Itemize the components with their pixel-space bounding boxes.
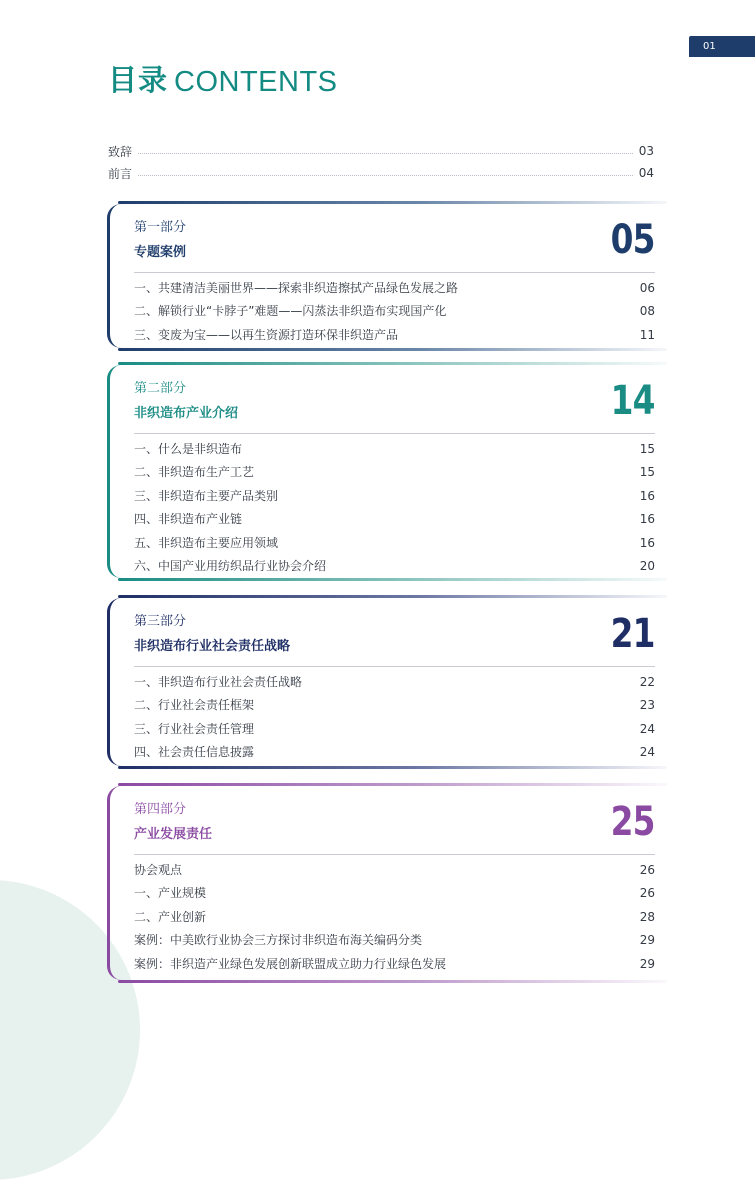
section-header	[134, 608, 655, 667]
title-chinese: 目录	[108, 63, 169, 97]
toc-entry-label: 案例：非织造产业绿色发展创新联盟成立助力行业绿色发展	[134, 956, 447, 971]
toc-entry-label: 案例：中美欧行业协会三方探讨非织造布海关编码分类	[134, 933, 423, 948]
section-part-3	[107, 598, 667, 766]
toc-entry[interactable]	[134, 882, 655, 905]
toc-entry-page: 29	[639, 956, 655, 971]
toc-entry-page: 04	[638, 166, 654, 180]
toc-entry[interactable]	[134, 532, 655, 555]
toc-entry-label: 二、非织造布生产工艺	[134, 465, 255, 480]
toc-entry[interactable]	[108, 162, 654, 184]
toc-entry-page: 24	[639, 745, 655, 760]
toc-entry-page: 20	[639, 558, 655, 573]
toc-entry-label: 二、解锁行业“卡脖子”难题——闪蒸法非织造布实现国产化	[134, 304, 447, 319]
toc-entry-label: 四、社会责任信息披露	[134, 745, 255, 760]
toc-entry-label: 二、行业社会责任框架	[134, 698, 255, 713]
toc-entry-page: 16	[639, 535, 655, 550]
toc-entry-label: 一、非织造布行业社会责任战略	[134, 675, 303, 689]
toc-entry-page: 08	[639, 304, 655, 319]
section-part-4	[107, 786, 667, 980]
toc-entry-page: 06	[639, 281, 655, 295]
toc-entry-label: 一、产业规模	[134, 886, 207, 901]
toc-entry[interactable]	[134, 718, 655, 741]
toc-entry[interactable]	[134, 277, 655, 300]
section-page-number: 14	[610, 378, 655, 424]
section-name: 非织造布产业介绍	[134, 406, 239, 421]
toc-entry-page: 26	[639, 886, 655, 901]
section-part-1	[107, 204, 667, 348]
toc-entry-page: 28	[639, 909, 655, 924]
section-page-number: 25	[610, 799, 655, 845]
page-number: 01	[703, 41, 716, 52]
preface-list	[108, 140, 654, 184]
section-part-label: 第三部分	[134, 614, 187, 629]
toc-entry-label: 一、共建清洁美丽世界——探索非织造擦拭产品绿色发展之路	[134, 281, 459, 295]
toc-entry-page: 23	[639, 698, 655, 713]
toc-entry-page: 16	[639, 512, 655, 527]
toc-entry-label: 三、行业社会责任管理	[134, 721, 255, 736]
section-header	[134, 796, 655, 855]
section-part-label: 第一部分	[134, 220, 187, 235]
toc-entry[interactable]	[134, 461, 655, 484]
toc-entry-label: 协会观点	[134, 863, 183, 877]
toc-entry[interactable]	[134, 741, 655, 764]
toc-entry[interactable]	[134, 859, 655, 882]
section-part-label: 第二部分	[134, 381, 187, 396]
toc-entry[interactable]	[134, 300, 655, 323]
section-name: 专题案例	[134, 245, 187, 260]
toc-entry[interactable]	[134, 906, 655, 929]
toc-entry-page: 16	[639, 488, 655, 503]
toc-entry-label: 四、非织造布产业链	[134, 512, 243, 527]
toc-entry[interactable]	[134, 953, 655, 976]
toc-entry-label: 前言	[108, 166, 133, 181]
section-header	[134, 214, 655, 273]
section-header	[134, 375, 655, 434]
toc-entry-page: 15	[639, 442, 655, 456]
toc-entry-page: 26	[639, 863, 655, 877]
toc-entry-page: 03	[638, 144, 654, 158]
toc-entry-label: 五、非织造布主要应用领域	[134, 535, 279, 550]
section-part-2	[107, 365, 667, 578]
toc-entry[interactable]	[108, 140, 654, 162]
toc-entry[interactable]	[134, 485, 655, 508]
toc-entry-label: 三、变废为宝——以再生资源打造环保非织造产品	[134, 327, 399, 342]
toc-entry[interactable]	[134, 508, 655, 531]
section-name: 产业发展责任	[134, 827, 213, 842]
dotted-leader	[138, 175, 633, 176]
toc-entry-page: 24	[639, 721, 655, 736]
toc-entry[interactable]	[134, 324, 655, 347]
page-number-tab	[689, 36, 755, 57]
toc-entry-label: 三、非织造布主要产品类别	[134, 488, 279, 503]
title-english: CONTENTS	[174, 66, 338, 98]
toc-entry-label: 二、产业创新	[134, 909, 207, 924]
section-name: 非织造布行业社会责任战略	[134, 639, 291, 654]
page-title	[108, 58, 338, 98]
dotted-leader	[138, 153, 633, 154]
toc-entry-label: 六、中国产业用纺织品行业协会介绍	[134, 558, 327, 573]
toc-entry[interactable]	[134, 438, 655, 461]
toc-entry[interactable]	[134, 671, 655, 694]
toc-entry-page: 29	[639, 933, 655, 948]
section-page-number: 05	[610, 217, 655, 263]
toc-entry[interactable]	[134, 929, 655, 952]
toc-entry-label: 致辞	[108, 144, 133, 159]
toc-entry[interactable]	[134, 555, 655, 578]
toc-entry[interactable]	[134, 694, 655, 717]
section-page-number: 21	[610, 611, 655, 657]
toc-entry-page: 15	[639, 465, 655, 480]
toc-entry-page: 22	[639, 675, 655, 689]
toc-entry-page: 11	[639, 327, 655, 342]
toc-entry-label: 一、什么是非织造布	[134, 442, 243, 456]
section-part-label: 第四部分	[134, 802, 187, 817]
